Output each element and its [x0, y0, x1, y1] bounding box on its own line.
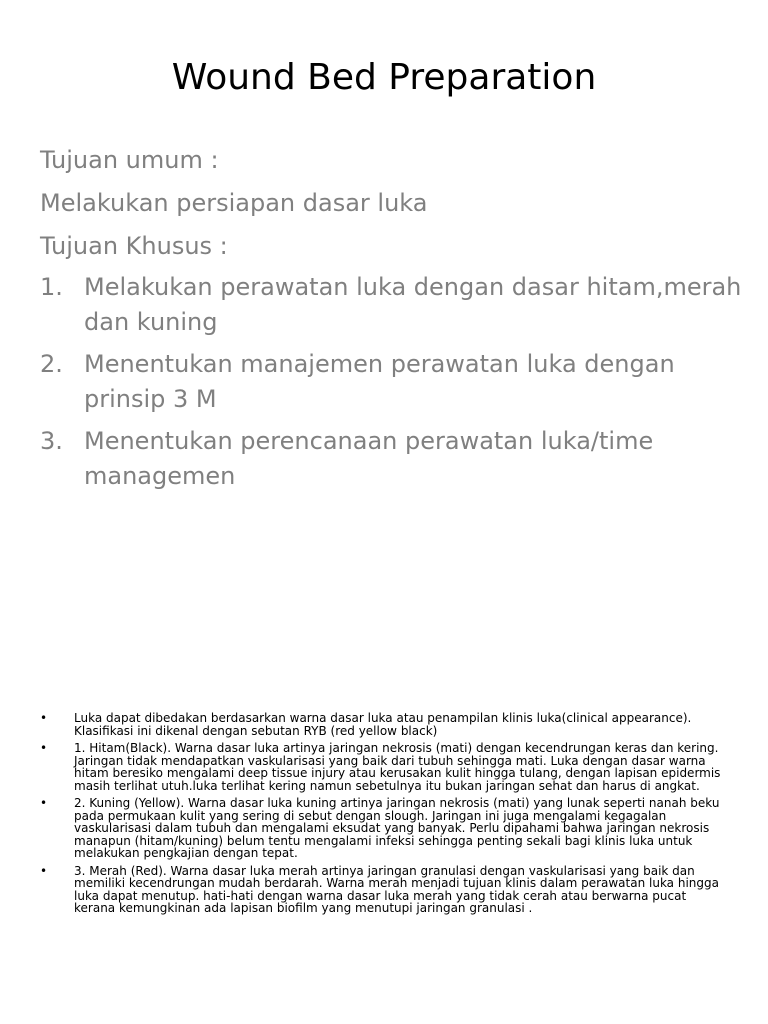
slide-2 — [0, 580, 768, 1024]
bullet-item — [40, 712, 730, 737]
text-tujuan-umum: Melakukan persiapan dasar luka — [40, 189, 428, 217]
item-text: Menentukan perencanaan perawatan luka/time managemen — [84, 427, 654, 490]
heading-tujuan-umum: Tujuan umum : — [40, 146, 219, 174]
item-text: Melakukan perawatan luka dengan dasar hitam,merah dan kuning — [84, 273, 742, 336]
bullet-item — [40, 865, 730, 915]
item-number: 3. — [40, 427, 63, 455]
bullet-text: 2. Kuning (Yellow). Warna dasar luka kuning artinya jaringan nekrosis (mati) yang lunak seperti nanah beku pada permukaan kulit yang sering di sebut dengan slough. Jaringan ini juga mengalami kegagalan vaskularisasi dalam tubuh dan mengalami eksudat yang banyak. Perlu dipahami bahwa jaringan nekrosis manapun (hitam/kuning) belum tentu mengalami infeksi sehingga penting sekali bagi klinis luka untuk melakukan pengkajian dengan tepat. — [74, 796, 720, 860]
bullet-icon: • — [40, 741, 48, 755]
heading-tujuan-khusus: Tujuan Khusus : — [40, 232, 228, 260]
bullet-item — [40, 742, 730, 792]
bullet-icon: • — [40, 863, 48, 878]
bullet-icon: • — [40, 796, 48, 810]
item-number: 2. — [40, 350, 63, 378]
bullet-text: 3. Merah (Red). Warna dasar luka merah artinya jaringan granulasi dengan vaskularisasi yang baik dan memiliki kecendrungan mudah berdarah. Warna merah menjadi tujuan klinis dalam perawatan luka hingga luka dapat menutup. hati-hati dengan warna dasar luka merah yang tidak cerah atau berwarna pucat kerana kemungkinan ada lapisan biofilm yang menutupi jaringan granulasi . — [74, 863, 719, 915]
bullet-text: Luka dapat dibedakan berdasarkan warna dasar luka atau penampilan klinis luka(clinical appearance). Klasifikasi ini dikenal dengan sebutan RYB (red yellow black) — [74, 711, 692, 738]
slide-title: Wound Bed Preparation — [171, 57, 597, 98]
bullet-item — [40, 797, 730, 860]
item-number: 1. — [40, 273, 63, 301]
bullet-icon: • — [40, 711, 48, 725]
item-text: Menentukan manajemen perawatan luka dengan prinsip 3 M — [84, 350, 675, 413]
bullet-text: 1. Hitam(Black). Warna dasar luka artinya jaringan nekrosis (mati) dengan kecendrungan keras dan kering. Jaringan tidak mendapatkan vaskularisasi yang baik dari tubuh sehingga mati. Luka dengan dasar warna hitam beresiko mengalami deep tissue injury atau kerusakan kulit hingga tulang, dengan lapisan epidermis masih terlihat utuh.luka terlihat kering namun sebetulnya itu bukan jaringan sehat dan harus di angkat. — [74, 741, 721, 793]
bullet-list — [40, 712, 730, 920]
